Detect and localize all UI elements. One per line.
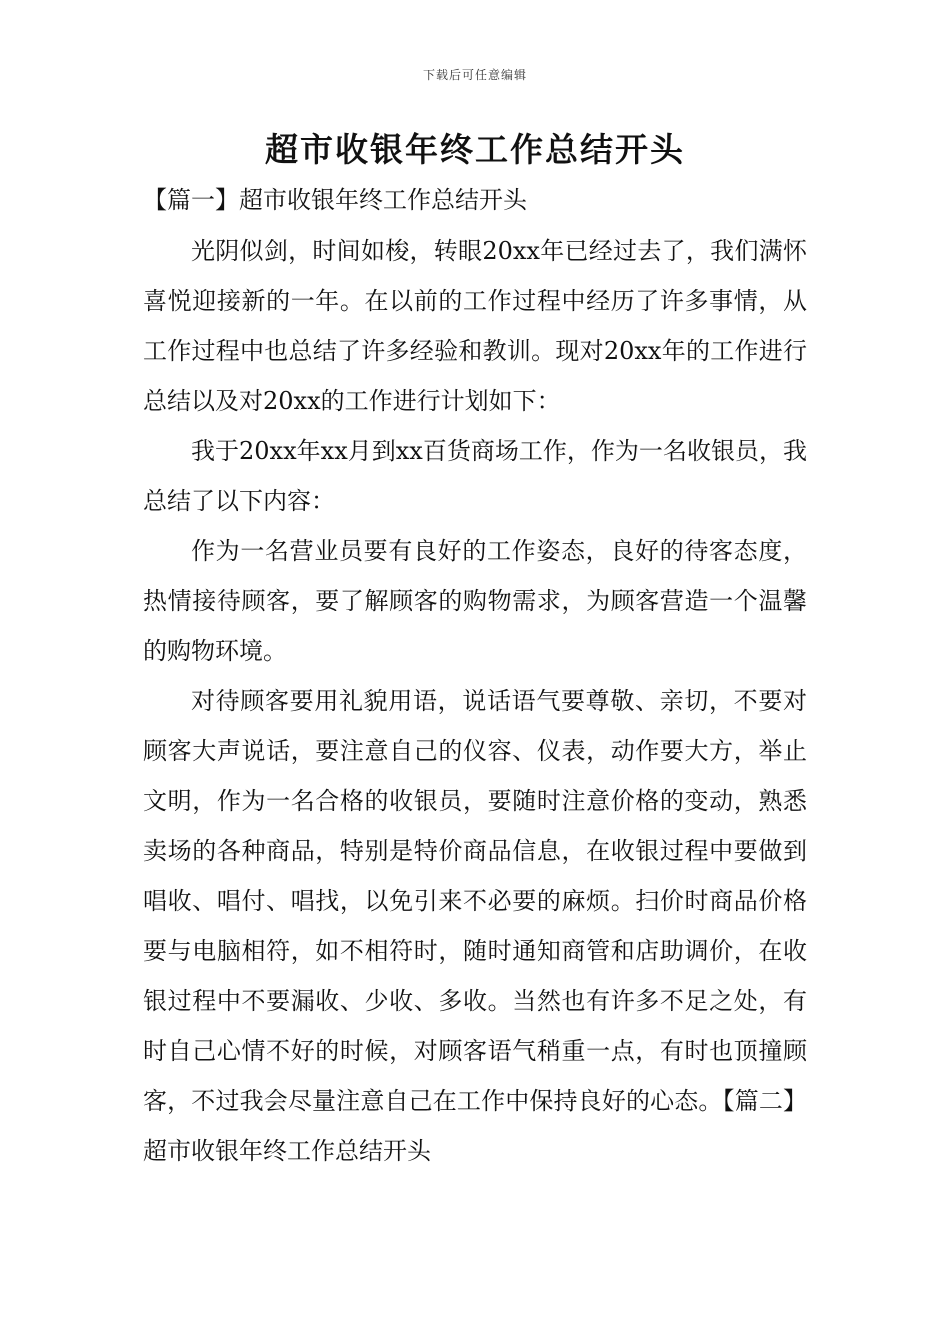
section-heading: 【篇一】超市收银年终工作总结开头 <box>143 186 527 214</box>
paragraph-3: 作为一名营业员要有良好的工作姿态，良好的待客态度，热情接待顾客，要了解顾客的购物需求，为顾客营造一个温馨的购物环境。 <box>143 537 807 665</box>
paragraph-2: 我于20xx年xx月到xx百货商场工作，作为一名收银员，我总结了以下内容： <box>143 437 807 515</box>
document-body <box>143 226 807 1176</box>
document-title: 超市收银年终工作总结开头 <box>265 130 685 169</box>
paragraph-4: 对待顾客要用礼貌用语，说话语气要尊敬、亲切，不要对顾客大声说话，要注意自己的仪容、仪表，动作要大方，举止文明，作为一名合格的收银员，要随时注意价格的变动，熟悉卖场的各种商品，特别是特价商品信息，在收银过程中要做到唱收、唱付、唱找，以免引来不必要的麻烦。扫价时商品价格要与电脑相符，如不相符时，随时通知商管和店助调价，在收银过程中不要漏收、少收、多收。当然也有许多不足之处，有时自己心情不好的时候，对顾客语气稍重一点，有时也顶撞顾客，不过我会尽量注意自己在工作中保持良好的心态。【篇二】超市收银年终工作总结开头 <box>143 687 807 1165</box>
paragraph-1: 光阴似剑，时间如梭，转眼20xx年已经过去了，我们满怀喜悦迎接新的一年。在以前的工作过程中经历了许多事情，从工作过程中也总结了许多经验和教训。现对20xx年的工作进行总结以及对20xx的工作进行计划如下： <box>143 237 807 415</box>
header-note: 下载后可任意编辑 <box>422 68 527 82</box>
